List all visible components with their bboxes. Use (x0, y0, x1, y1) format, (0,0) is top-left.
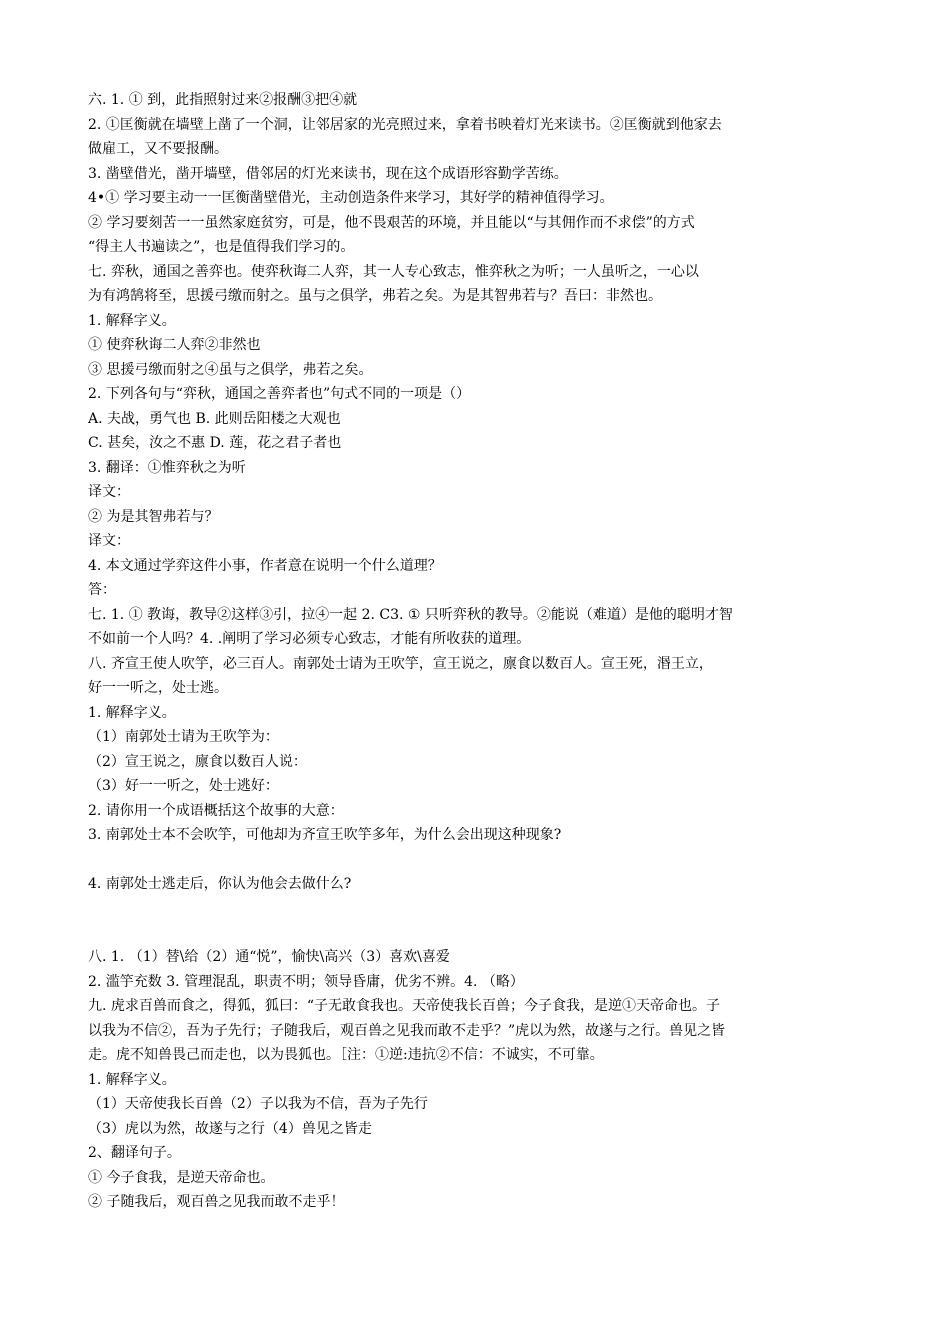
passage-7-line-2: 为有鸿鹄将至，思援弓缴而射之。虽与之俱学，弗若之矣。为是其智弗若与？吾曰：非然也。 (88, 288, 662, 304)
question-9-1-items-1-2: （1）天帝使我长百兽（2）子以我为不信，吾为子先行 (88, 1096, 428, 1112)
answer-6-line-3: 做雇工，又不要报酬。 (88, 141, 228, 157)
question-7-4: 4. 本文通过学弈这件小事，作者意在说明一个什么道理？ (88, 558, 442, 574)
question-8-1-item-2: （2）宣王说之，廪食以数百人说： (88, 754, 307, 770)
question-8-3: 3. 南郭处士本不会吹竽，可他却为齐宣王吹竽多年，为什么会出现这种现象? (88, 827, 562, 843)
question-8-4: 4. 南郭处士逃走后，你认为他会去做什么? (88, 876, 352, 892)
question-7-3-item-b: ② 为是其智弗若与？ (88, 509, 219, 525)
question-7-2-option-ab: A. 夫战，勇气也 B. 此则岳阳楼之大观也 (88, 411, 341, 427)
question-7-1-item-b: ③ 思援弓缴而射之④虽与之俱学，弗若之矣。 (88, 362, 373, 378)
answer-6-line-5: 4•① 学习要主动一一匡衡凿壁借光，主动创造条件来学习，其好学的精神值得学习。 (88, 190, 614, 206)
translation-label-1: 译文： (88, 484, 130, 500)
question-9-1-items-3-4: （3）虎以为然，故遂与之行（4）兽见之皆走 (88, 1121, 372, 1137)
question-9-1: 1. 解释字义。 (88, 1072, 176, 1088)
question-7-2: 2. 下列各句与“弈秋，通国之善弈者也”句式不同的一项是（） (88, 386, 471, 402)
question-7-1-item-a: ① 使弈秋诲二人弈②非然也 (88, 337, 261, 353)
question-8-1-item-3: （3）好一一听之，处士逃好： (88, 778, 279, 794)
answer-6-line-7: “得主人书遍读之”，也是值得我们学习的。 (88, 239, 355, 255)
translation-label-2: 译文： (88, 533, 130, 549)
passage-9-line-3: 走。虎不知兽畏己而走也，以为畏狐也。［注：①逆:违抗②不信：不诚实，不可靠。 (88, 1047, 604, 1063)
answer-6-line-6: ② 学习要刻苦一一虽然家庭贫穷，可是，他不畏艰苦的环境，并且能以“与其佣作而不求偿”的方式 (88, 215, 695, 231)
question-8-1: 1. 解释字义。 (88, 705, 176, 721)
question-8-2: 2. 请你用一个成语概括这个故事的大意： (88, 803, 344, 819)
passage-7-line-1: 七. 弈秋，通国之善弈也。使弈秋诲二人弈，其一人专心致志，惟弈秋之为听；一人虽听之，一心以 (88, 264, 699, 280)
question-9-2-item-2: ② 子随我后，观百兽之见我而敢不走乎！ (88, 1194, 345, 1210)
answer-7-line-2: 不如前一个人吗？4. .阐明了学习必须专心致志，才能有所收获的道理。 (88, 631, 531, 647)
question-9-2: 2、翻译句子。 (88, 1145, 181, 1161)
passage-8-line-2: 好一一听之，处士逃。 (88, 680, 228, 696)
passage-9-line-2: 以我为不信②，吾为子先行；子随我后，观百兽之见我而敢不走乎？”虎以为然，故遂与之行。兽见之皆 (88, 1023, 726, 1039)
question-7-3: 3. 翻译：①惟弈秋之为听 (88, 460, 246, 476)
passage-8-line-1: 八. 齐宣王使人吹竽，必三百人。南郭处士请为王吹竽，宣王说之，廪食以数百人。宣王死，湣王立， (88, 656, 713, 672)
question-8-1-item-1: （1）南郭处士请为王吹竽为： (88, 729, 279, 745)
answer-label: 答： (88, 582, 116, 598)
answer-6-line-2: 2. ①匡衡就在墙壁上凿了一个洞，让邻居家的光亮照过来，拿着书映着灯光来读书。②匡衡就到他家去 (88, 117, 722, 133)
question-7-1: 1. 解释字义。 (88, 313, 176, 329)
question-9-2-item-1: ① 今子食我，是逆天帝命也。 (88, 1170, 275, 1186)
answer-6-line-4: 3. 凿壁借光，凿开墙壁，借邻居的灯光来读书，现在这个成语形容勤学苦练。 (88, 166, 568, 182)
passage-9-line-1: 九. 虎求百兽而食之，得狐，狐曰：“子无敢食我也。天帝使我长百兽；今子食我，是逆①天帝命也。子 (88, 998, 721, 1014)
answer-8-line-1: 八. 1. （1）替\给（2）通“悦”，愉快\高兴（3）喜欢\喜爱 (88, 949, 450, 965)
answer-7-line-1: 七. 1. ① 教诲，教导②这样③引，拉④一起 2. C3. ① 只听弈秋的教导。②能说（难道）是他的聪明才智 (88, 607, 733, 623)
answer-6-line-1: 六. 1. ① 到，此指照射过来②报酬③把④就 (88, 92, 358, 108)
question-7-2-option-cd: C. 甚矣，汝之不惠 D. 莲，花之君子者也 (88, 435, 342, 451)
answer-8-line-2: 2. 滥竽充数 3. 管理混乱，职责不明；领导昏庸，优劣不辨。4. （略） (88, 974, 524, 990)
